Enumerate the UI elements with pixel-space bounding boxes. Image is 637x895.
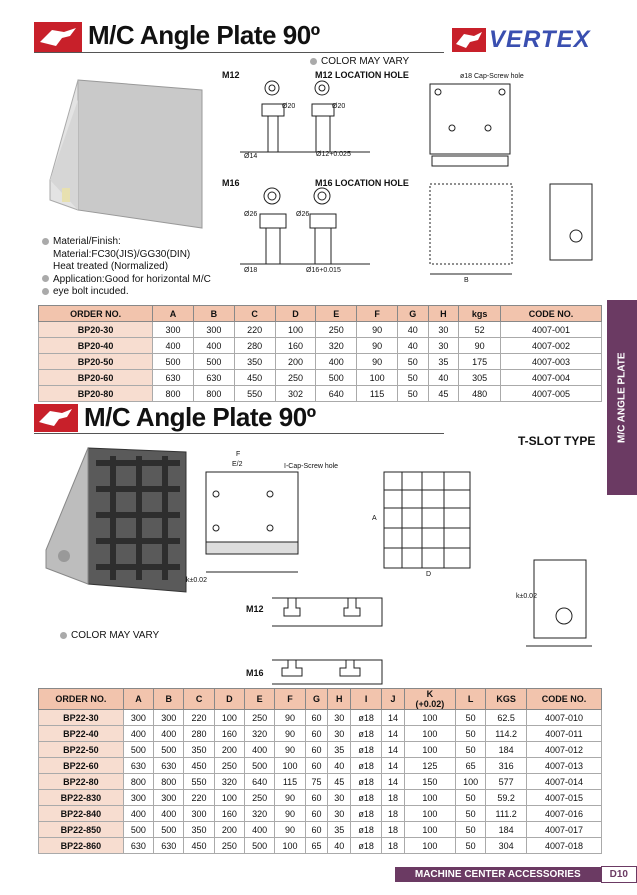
m16-hole-label: M16 LOCATION HOLE bbox=[315, 178, 409, 188]
order-number-cell: BP20-40 bbox=[39, 338, 153, 354]
table-row bbox=[39, 386, 602, 402]
eagle-brand-icon bbox=[452, 28, 486, 52]
table-cell: 350 bbox=[234, 354, 275, 370]
table-cell: 400 bbox=[245, 822, 275, 838]
table-cell: ø18 bbox=[351, 742, 382, 758]
table-row bbox=[39, 710, 602, 726]
table-cell: 400 bbox=[123, 806, 153, 822]
order-number-cell: BP22-30 bbox=[39, 710, 124, 726]
table-cell: 250 bbox=[214, 758, 244, 774]
table-cell: 160 bbox=[214, 806, 244, 822]
table-cell: 40 bbox=[398, 322, 429, 338]
table-cell: 35 bbox=[428, 354, 459, 370]
table-cell: 50 bbox=[398, 370, 429, 386]
table-header-cell: K (+0.02) bbox=[404, 689, 455, 710]
table-cell: ø18 bbox=[351, 838, 382, 854]
order-number-cell: BP22-50 bbox=[39, 742, 124, 758]
table-header-cell: J bbox=[382, 689, 405, 710]
table-cell: 60 bbox=[305, 742, 328, 758]
svg-text:Ø16+0.015: Ø16+0.015 bbox=[306, 267, 341, 274]
svg-text:F: F bbox=[236, 451, 241, 458]
svg-text:Ø26: Ø26 bbox=[296, 211, 310, 218]
table-cell: 4007-010 bbox=[526, 710, 601, 726]
table-cell: 59.2 bbox=[486, 790, 527, 806]
table-cell: 300 bbox=[123, 790, 153, 806]
table-cell: 4007-015 bbox=[526, 790, 601, 806]
table-cell: 500 bbox=[153, 354, 194, 370]
table-cell: 100 bbox=[404, 710, 455, 726]
table-row bbox=[39, 742, 602, 758]
table-cell: 350 bbox=[184, 822, 214, 838]
table-row bbox=[39, 774, 602, 790]
table-cell: 400 bbox=[123, 726, 153, 742]
table-cell: 300 bbox=[184, 806, 214, 822]
table-cell: 90 bbox=[275, 806, 305, 822]
bullet-icon bbox=[42, 288, 49, 295]
svg-text:Ø26: Ø26 bbox=[244, 211, 258, 218]
table-cell: 250 bbox=[214, 838, 244, 854]
table-cell: 184 bbox=[486, 742, 527, 758]
table-cell: 14 bbox=[382, 710, 405, 726]
bullet-icon bbox=[60, 632, 67, 639]
table-cell: 115 bbox=[275, 774, 305, 790]
table-cell: 100 bbox=[404, 838, 455, 854]
feature-text: Material/Finish: bbox=[53, 236, 121, 247]
table-cell: 90 bbox=[275, 822, 305, 838]
table-cell: 4007-012 bbox=[526, 742, 601, 758]
section1-title: M/C Angle Plate 90º bbox=[88, 20, 320, 50]
table-cell: 400 bbox=[154, 726, 184, 742]
table-cell: 300 bbox=[123, 710, 153, 726]
table-cell: 60 bbox=[305, 806, 328, 822]
table-cell: 800 bbox=[153, 386, 194, 402]
table-cell: ø18 bbox=[351, 710, 382, 726]
order-number-cell: BP22-830 bbox=[39, 790, 124, 806]
table-cell: 30 bbox=[328, 710, 351, 726]
table-header-cell: C bbox=[184, 689, 214, 710]
table-cell: 250 bbox=[275, 370, 316, 386]
table-cell: 4007-001 bbox=[501, 322, 602, 338]
table-row bbox=[39, 806, 602, 822]
table-cell: 184 bbox=[486, 822, 527, 838]
table-cell: 500 bbox=[123, 742, 153, 758]
table-cell: 550 bbox=[184, 774, 214, 790]
table-header-cell: L bbox=[455, 689, 485, 710]
svg-text:E/2: E/2 bbox=[232, 461, 243, 468]
table-cell: 65 bbox=[305, 838, 328, 854]
table-cell: ø18 bbox=[351, 726, 382, 742]
table-cell: 4007-013 bbox=[526, 758, 601, 774]
table-cell: 111.2 bbox=[486, 806, 527, 822]
table-cell: 220 bbox=[184, 710, 214, 726]
table-row bbox=[39, 726, 602, 742]
table-cell: 280 bbox=[184, 726, 214, 742]
table-header-cell: E bbox=[245, 689, 275, 710]
table-cell: 14 bbox=[382, 726, 405, 742]
table-cell: 100 bbox=[275, 322, 316, 338]
table-cell: 35 bbox=[328, 742, 351, 758]
table-cell: 100 bbox=[404, 822, 455, 838]
table-cell: ø18 bbox=[351, 790, 382, 806]
table-cell: 50 bbox=[455, 726, 485, 742]
table-cell: 45 bbox=[428, 386, 459, 402]
table-cell: 125 bbox=[404, 758, 455, 774]
table-cell: 220 bbox=[234, 322, 275, 338]
table-cell: 100 bbox=[404, 806, 455, 822]
table-cell: 50 bbox=[455, 742, 485, 758]
brand-logo bbox=[452, 26, 602, 54]
table-header-cell: CODE NO. bbox=[501, 306, 602, 322]
table-cell: 250 bbox=[316, 322, 357, 338]
section2-rule bbox=[34, 433, 444, 434]
bullet-icon bbox=[42, 238, 49, 245]
features-list bbox=[42, 236, 211, 299]
m16-label: M16 bbox=[222, 178, 240, 188]
order-number-cell: BP20-50 bbox=[39, 354, 153, 370]
order-number-cell: BP22-40 bbox=[39, 726, 124, 742]
table-cell: 90 bbox=[357, 338, 398, 354]
cap-screw-note: ø18 Cap-Screw hole bbox=[460, 73, 524, 80]
table-cell: 18 bbox=[382, 806, 405, 822]
table-cell: 18 bbox=[382, 790, 405, 806]
table-header-cell: H bbox=[328, 689, 351, 710]
table-cell: 30 bbox=[428, 338, 459, 354]
table-header-cell: F bbox=[275, 689, 305, 710]
table-cell: 100 bbox=[455, 774, 485, 790]
table-cell: 35 bbox=[328, 822, 351, 838]
table-header-cell: F bbox=[357, 306, 398, 322]
brand-name: VERTEX bbox=[489, 26, 591, 53]
table-cell: 316 bbox=[486, 758, 527, 774]
table-row bbox=[39, 822, 602, 838]
table-cell: 160 bbox=[275, 338, 316, 354]
table-cell: 90 bbox=[275, 742, 305, 758]
table-cell: 500 bbox=[193, 354, 234, 370]
table-cell: 300 bbox=[193, 322, 234, 338]
svg-text:D: D bbox=[426, 571, 432, 578]
m12-hole-label: M12 LOCATION HOLE bbox=[315, 70, 409, 80]
table-cell: 90 bbox=[357, 354, 398, 370]
page-number: D10 bbox=[601, 866, 637, 883]
table-cell: 500 bbox=[245, 838, 275, 854]
table-cell: 450 bbox=[184, 838, 214, 854]
table-cell: 630 bbox=[123, 758, 153, 774]
table-cell: 320 bbox=[245, 806, 275, 822]
table-header-cell: KGS bbox=[486, 689, 527, 710]
table-cell: 50 bbox=[455, 838, 485, 854]
svg-text:Ø18: Ø18 bbox=[244, 267, 258, 274]
table-cell: 450 bbox=[234, 370, 275, 386]
table-header-cell: G bbox=[305, 689, 328, 710]
order-number-cell: BP22-860 bbox=[39, 838, 124, 854]
table-cell: 40 bbox=[428, 370, 459, 386]
table-header-cell: ORDER NO. bbox=[39, 689, 124, 710]
table-header-cell: E bbox=[316, 306, 357, 322]
svg-text:Ø14: Ø14 bbox=[244, 153, 258, 160]
table-cell: 100 bbox=[275, 838, 305, 854]
feature-item bbox=[42, 249, 211, 262]
table-cell: 577 bbox=[486, 774, 527, 790]
table-cell: 250 bbox=[245, 710, 275, 726]
table-cell: 4007-014 bbox=[526, 774, 601, 790]
table-cell: 200 bbox=[214, 742, 244, 758]
table-cell: 400 bbox=[153, 338, 194, 354]
table-cell: 60 bbox=[305, 710, 328, 726]
table-cell: 304 bbox=[486, 838, 527, 854]
table-header-cell: B bbox=[193, 306, 234, 322]
svg-text:Ø20: Ø20 bbox=[282, 103, 296, 110]
section2-subtitle: T-SLOT TYPE bbox=[518, 434, 596, 448]
table-cell: 220 bbox=[184, 790, 214, 806]
table-cell: 320 bbox=[316, 338, 357, 354]
table-cell: 800 bbox=[154, 774, 184, 790]
table-cell: 4007-017 bbox=[526, 822, 601, 838]
table-cell: 60 bbox=[305, 790, 328, 806]
table-cell: 350 bbox=[184, 742, 214, 758]
table-header-cell: A bbox=[153, 306, 194, 322]
table-cell: 50 bbox=[455, 806, 485, 822]
feature-item bbox=[42, 236, 211, 249]
table-cell: 18 bbox=[382, 822, 405, 838]
feature-text: Application:Good for horizontal M/C bbox=[53, 273, 211, 285]
order-number-cell: BP20-60 bbox=[39, 370, 153, 386]
section1-rule bbox=[34, 52, 444, 53]
table-cell: 90 bbox=[357, 322, 398, 338]
table-cell: 100 bbox=[275, 758, 305, 774]
order-number-cell: BP22-850 bbox=[39, 822, 124, 838]
table-cell: 100 bbox=[404, 742, 455, 758]
eagle-logo-icon bbox=[34, 22, 82, 52]
table-cell: 500 bbox=[245, 758, 275, 774]
table-cell: 500 bbox=[154, 742, 184, 758]
svg-text:Ø20: Ø20 bbox=[332, 103, 346, 110]
table-cell: 4007-016 bbox=[526, 806, 601, 822]
feature-text: Material:FC30(JIS)/GG30(DIN) bbox=[53, 248, 191, 260]
table-cell: 400 bbox=[245, 742, 275, 758]
table-cell: 90 bbox=[459, 338, 501, 354]
section2-color-note bbox=[60, 630, 159, 641]
table-cell: 630 bbox=[153, 370, 194, 386]
order-number-cell: BP22-60 bbox=[39, 758, 124, 774]
table-cell: 300 bbox=[153, 322, 194, 338]
svg-text:A: A bbox=[372, 515, 377, 522]
table-header-cell: I bbox=[351, 689, 382, 710]
table-cell: 630 bbox=[123, 838, 153, 854]
table-cell: 175 bbox=[459, 354, 501, 370]
feature-item bbox=[42, 286, 211, 299]
table-cell: 4007-004 bbox=[501, 370, 602, 386]
table-cell: 400 bbox=[193, 338, 234, 354]
table-cell: 50 bbox=[398, 354, 429, 370]
table-cell: 4007-011 bbox=[526, 726, 601, 742]
table-cell: ø18 bbox=[351, 822, 382, 838]
table-cell: 100 bbox=[404, 726, 455, 742]
table-cell: 45 bbox=[328, 774, 351, 790]
table-cell: 550 bbox=[234, 386, 275, 402]
table-cell: 300 bbox=[154, 710, 184, 726]
table-cell: 4007-002 bbox=[501, 338, 602, 354]
table-cell: 500 bbox=[154, 822, 184, 838]
bullet-icon bbox=[42, 275, 49, 282]
order-number-cell: BP22-80 bbox=[39, 774, 124, 790]
table-cell: 302 bbox=[275, 386, 316, 402]
table-cell: 100 bbox=[214, 710, 244, 726]
svg-text:k±0.02: k±0.02 bbox=[516, 593, 537, 600]
color-note-text: COLOR MAY VARY bbox=[71, 630, 160, 641]
table-header-cell: ORDER NO. bbox=[39, 306, 153, 322]
table-header-cell: D bbox=[275, 306, 316, 322]
section1-drawings bbox=[220, 64, 600, 288]
table-cell: 300 bbox=[154, 790, 184, 806]
table-cell: 4007-018 bbox=[526, 838, 601, 854]
section2-drawings bbox=[186, 448, 604, 684]
table-cell: 500 bbox=[123, 822, 153, 838]
tslot-angle-plate-photo bbox=[40, 446, 190, 596]
table-row bbox=[39, 338, 602, 354]
table-header-cell: CODE NO. bbox=[526, 689, 601, 710]
table-header-cell: D bbox=[214, 689, 244, 710]
table-cell: 4007-003 bbox=[501, 354, 602, 370]
table-cell: 640 bbox=[245, 774, 275, 790]
table-cell: 65 bbox=[455, 758, 485, 774]
table-header-cell: B bbox=[154, 689, 184, 710]
table-cell: 50 bbox=[398, 386, 429, 402]
table-cell: 150 bbox=[404, 774, 455, 790]
table-row bbox=[39, 354, 602, 370]
table-row bbox=[39, 370, 602, 386]
table-cell: 100 bbox=[214, 790, 244, 806]
table-cell: 800 bbox=[123, 774, 153, 790]
table-cell: ø18 bbox=[351, 806, 382, 822]
page-footer bbox=[395, 865, 637, 883]
table-cell: 40 bbox=[398, 338, 429, 354]
table-cell: 30 bbox=[428, 322, 459, 338]
table-cell: 40 bbox=[328, 758, 351, 774]
svg-text:B: B bbox=[464, 277, 469, 284]
table-cell: 250 bbox=[245, 790, 275, 806]
table-cell: 14 bbox=[382, 774, 405, 790]
order-number-cell: BP20-30 bbox=[39, 322, 153, 338]
table-cell: 630 bbox=[193, 370, 234, 386]
spec-table-bp20 bbox=[38, 305, 602, 402]
side-category-tab: M/C ANGLE PLATE bbox=[607, 300, 637, 495]
table-cell: 50 bbox=[455, 710, 485, 726]
table-cell: 62.5 bbox=[486, 710, 527, 726]
table-cell: 30 bbox=[328, 790, 351, 806]
feature-text: Heat treated (Normalized) bbox=[53, 261, 169, 272]
table-cell: 100 bbox=[357, 370, 398, 386]
feature-item bbox=[42, 274, 211, 287]
spec-table-bp22 bbox=[38, 688, 602, 854]
table-cell: 500 bbox=[316, 370, 357, 386]
table-cell: 30 bbox=[328, 806, 351, 822]
table-cell: 400 bbox=[154, 806, 184, 822]
table-cell: 40 bbox=[328, 838, 351, 854]
table-cell: 50 bbox=[455, 790, 485, 806]
table-cell: ø18 bbox=[351, 758, 382, 774]
table-cell: 400 bbox=[316, 354, 357, 370]
order-number-cell: BP22-840 bbox=[39, 806, 124, 822]
m12-label: M12 bbox=[222, 70, 240, 80]
eagle-logo-icon bbox=[34, 404, 78, 432]
table-row bbox=[39, 322, 602, 338]
table-cell: 630 bbox=[154, 758, 184, 774]
table-cell: 60 bbox=[305, 726, 328, 742]
table-cell: 320 bbox=[214, 774, 244, 790]
table-cell: ø18 bbox=[351, 774, 382, 790]
feature-text: eye bolt incuded. bbox=[53, 286, 129, 297]
table-cell: 90 bbox=[275, 726, 305, 742]
table-cell: 320 bbox=[245, 726, 275, 742]
table-cell: 90 bbox=[275, 790, 305, 806]
svg-text:Ø12+0.025: Ø12+0.025 bbox=[316, 151, 351, 158]
order-number-cell: BP20-80 bbox=[39, 386, 153, 402]
tslot-cap-screw-note: I-Cap-Screw hole bbox=[284, 463, 339, 470]
table-row bbox=[39, 790, 602, 806]
table-cell: 60 bbox=[305, 758, 328, 774]
tslot-m12-label: M12 bbox=[246, 604, 264, 614]
table-cell: 640 bbox=[316, 386, 357, 402]
table-cell: 200 bbox=[214, 822, 244, 838]
table-cell: 114.2 bbox=[486, 726, 527, 742]
tslot-m16-label: M16 bbox=[246, 668, 264, 678]
table-cell: 200 bbox=[275, 354, 316, 370]
color-note-text: COLOR MAY VARY bbox=[321, 56, 410, 67]
footer-label: MACHINE CENTER ACCESSORIES bbox=[395, 867, 601, 882]
table-row bbox=[39, 838, 602, 854]
table-cell: 280 bbox=[234, 338, 275, 354]
table-cell: 52 bbox=[459, 322, 501, 338]
table-cell: 4007-005 bbox=[501, 386, 602, 402]
table-cell: 450 bbox=[184, 758, 214, 774]
table-cell: 30 bbox=[328, 726, 351, 742]
tolerance-label: k±0.02 bbox=[186, 577, 207, 584]
table-header-cell: C bbox=[234, 306, 275, 322]
section2-title: M/C Angle Plate 90º bbox=[84, 402, 316, 432]
table-header-cell: kgs bbox=[459, 306, 501, 322]
table-cell: 14 bbox=[382, 758, 405, 774]
table-cell: 50 bbox=[455, 822, 485, 838]
table-cell: 305 bbox=[459, 370, 501, 386]
table-cell: 14 bbox=[382, 742, 405, 758]
table-cell: 800 bbox=[193, 386, 234, 402]
table-cell: 75 bbox=[305, 774, 328, 790]
table-cell: 60 bbox=[305, 822, 328, 838]
table-header-cell: A bbox=[123, 689, 153, 710]
table-cell: 160 bbox=[214, 726, 244, 742]
table-header-cell: G bbox=[398, 306, 429, 322]
angle-plate-photo bbox=[42, 80, 212, 230]
table-cell: 630 bbox=[154, 838, 184, 854]
table-row bbox=[39, 758, 602, 774]
table-cell: 480 bbox=[459, 386, 501, 402]
feature-item bbox=[42, 261, 211, 274]
table-cell: 18 bbox=[382, 838, 405, 854]
table-header-cell: H bbox=[428, 306, 459, 322]
table-cell: 100 bbox=[404, 790, 455, 806]
table-cell: 90 bbox=[275, 710, 305, 726]
table-cell: 115 bbox=[357, 386, 398, 402]
